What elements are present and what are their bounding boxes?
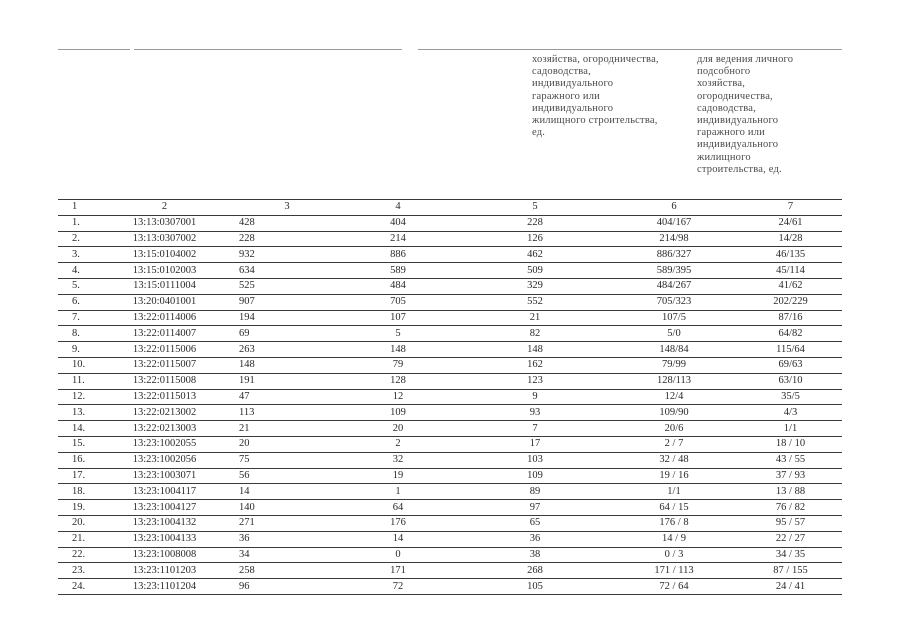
table-cell: 12. — [58, 389, 98, 405]
table-cell: 148/84 — [609, 342, 739, 358]
table-cell: 0 — [335, 547, 461, 563]
table-cell: 13:22:0115006 — [98, 342, 231, 358]
table-cell: 13:23:1002056 — [98, 452, 231, 468]
table-cell: 13:22:0115008 — [98, 373, 231, 389]
table-cell: 41/62 — [739, 278, 842, 294]
column-number-cell: 4 — [335, 200, 461, 216]
table-cell: 13:23:1004133 — [98, 531, 231, 547]
table-cell: 7. — [58, 310, 98, 326]
table-cell: 87 / 155 — [739, 563, 842, 579]
table-cell: 64/82 — [739, 326, 842, 342]
table-cell: 45/114 — [739, 263, 842, 279]
table-cell: 7 — [461, 421, 609, 437]
table-cell: 37 / 93 — [739, 468, 842, 484]
table-cell: 103 — [461, 452, 609, 468]
table-row — [58, 342, 842, 358]
header-rule — [58, 49, 130, 50]
table-cell: 194 — [231, 310, 335, 326]
table-cell: 109 — [335, 405, 461, 421]
table-cell: 4. — [58, 263, 98, 279]
table-cell: 140 — [231, 500, 335, 516]
table-cell: 2. — [58, 231, 98, 247]
table-cell: 23. — [58, 563, 98, 579]
table-cell: 24/61 — [739, 215, 842, 231]
table-cell: 484/267 — [609, 278, 739, 294]
table-cell: 176 — [335, 515, 461, 531]
table-cell: 8. — [58, 326, 98, 342]
table-cell: 20 — [231, 436, 335, 452]
column-number-cell: 7 — [739, 200, 842, 216]
table-cell: 705 — [335, 294, 461, 310]
table-cell: 109/90 — [609, 405, 739, 421]
table-cell: 3. — [58, 247, 98, 263]
table-cell: 13:23:1004117 — [98, 484, 231, 500]
table-row — [58, 263, 842, 279]
table-cell: 13:23:1004132 — [98, 515, 231, 531]
table-cell: 21. — [58, 531, 98, 547]
table-row — [58, 405, 842, 421]
column-number-cell: 1 — [58, 200, 98, 216]
table-cell: 36 — [231, 531, 335, 547]
table-cell: 886/327 — [609, 247, 739, 263]
table-cell: 5/0 — [609, 326, 739, 342]
table-cell: 0 / 3 — [609, 547, 739, 563]
table-cell: 22. — [58, 547, 98, 563]
table-row — [58, 326, 842, 342]
table-cell: 552 — [461, 294, 609, 310]
table-cell: 13:22:0114006 — [98, 310, 231, 326]
table-cell: 69 — [231, 326, 335, 342]
table-cell: 64 / 15 — [609, 500, 739, 516]
table-cell: 13. — [58, 405, 98, 421]
table-cell: 14/28 — [739, 231, 842, 247]
table-cell: 72 / 64 — [609, 579, 739, 595]
table-cell: 13:15:0102003 — [98, 263, 231, 279]
table-row — [58, 231, 842, 247]
table-row — [58, 500, 842, 516]
table-row — [58, 563, 842, 579]
column-number-cell: 2 — [98, 200, 231, 216]
table-row — [58, 310, 842, 326]
table-cell: 148 — [231, 357, 335, 373]
table-cell: 14 — [335, 531, 461, 547]
table-row — [58, 278, 842, 294]
table-row — [58, 436, 842, 452]
table-cell: 176 / 8 — [609, 515, 739, 531]
table-row — [58, 515, 842, 531]
table-cell: 2 / 7 — [609, 436, 739, 452]
table-cell: 64 — [335, 500, 461, 516]
table-cell: 18. — [58, 484, 98, 500]
table-cell: 1/1 — [739, 421, 842, 437]
column-number-cell: 3 — [231, 200, 335, 216]
table-cell: 1. — [58, 215, 98, 231]
table-cell: 43 / 55 — [739, 452, 842, 468]
table-cell: 202/229 — [739, 294, 842, 310]
table-cell: 13:22:0213002 — [98, 405, 231, 421]
table-cell: 19. — [58, 500, 98, 516]
table-cell: 462 — [461, 247, 609, 263]
table-cell: 107/5 — [609, 310, 739, 326]
table-cell: 148 — [335, 342, 461, 358]
table-row — [58, 247, 842, 263]
table-cell: 19 — [335, 468, 461, 484]
table-cell: 18 / 10 — [739, 436, 842, 452]
table-cell: 263 — [231, 342, 335, 358]
table-cell: 634 — [231, 263, 335, 279]
table-cell: 46/135 — [739, 247, 842, 263]
table-cell: 12 — [335, 389, 461, 405]
table-cell: 13:22:0115007 — [98, 357, 231, 373]
table-cell: 17 — [461, 436, 609, 452]
table-row — [58, 357, 842, 373]
table-cell: 107 — [335, 310, 461, 326]
table-cell: 56 — [231, 468, 335, 484]
table-cell: 79/99 — [609, 357, 739, 373]
table-cell: 97 — [461, 500, 609, 516]
table-cell: 13:23:1101203 — [98, 563, 231, 579]
table-cell: 20/6 — [609, 421, 739, 437]
table-cell: 404/167 — [609, 215, 739, 231]
table-cell: 6. — [58, 294, 98, 310]
table-cell: 24 / 41 — [739, 579, 842, 595]
column-7-header: для ведения личного подсобного хозяйства, огородничества, садоводства, индивидуального гаражного или индивидуального жилищного строительства, ед. — [697, 54, 794, 175]
table-row — [58, 215, 842, 231]
table-cell: 16. — [58, 452, 98, 468]
table-cell: 22 / 27 — [739, 531, 842, 547]
table-row — [58, 373, 842, 389]
table-cell: 214/98 — [609, 231, 739, 247]
table-cell: 63/10 — [739, 373, 842, 389]
table-row — [58, 547, 842, 563]
table-cell: 93 — [461, 405, 609, 421]
table-row — [58, 389, 842, 405]
table-cell: 17. — [58, 468, 98, 484]
table-row — [58, 468, 842, 484]
column-6-header: хозяйства, огородничества, садоводства, индивидуального гаражного или индивидуального жилищного строительства, ед. — [532, 54, 659, 139]
table-row — [58, 421, 842, 437]
table-cell: 15. — [58, 436, 98, 452]
table-cell: 13:23:1101204 — [98, 579, 231, 595]
data-table — [58, 199, 842, 595]
table-row — [58, 294, 842, 310]
table-cell: 14 / 9 — [609, 531, 739, 547]
table-cell: 509 — [461, 263, 609, 279]
table-cell: 105 — [461, 579, 609, 595]
table-cell: 1 — [335, 484, 461, 500]
table-cell: 228 — [461, 215, 609, 231]
table-cell: 109 — [461, 468, 609, 484]
table-cell: 329 — [461, 278, 609, 294]
table-cell: 162 — [461, 357, 609, 373]
table-cell: 79 — [335, 357, 461, 373]
table-cell: 932 — [231, 247, 335, 263]
table-cell: 75 — [231, 452, 335, 468]
table-cell: 13:23:1002055 — [98, 436, 231, 452]
header-rule — [134, 49, 402, 50]
table-row — [58, 531, 842, 547]
table-cell: 19 / 16 — [609, 468, 739, 484]
table-cell: 14 — [231, 484, 335, 500]
table-cell: 525 — [231, 278, 335, 294]
table-cell: 12/4 — [609, 389, 739, 405]
table-cell: 34 / 35 — [739, 547, 842, 563]
table-cell: 128 — [335, 373, 461, 389]
table-cell: 14. — [58, 421, 98, 437]
table-cell: 34 — [231, 547, 335, 563]
table-cell: 128/113 — [609, 373, 739, 389]
table-row — [58, 484, 842, 500]
table-cell: 20 — [335, 421, 461, 437]
table-cell: 76 / 82 — [739, 500, 842, 516]
table-cell: 20. — [58, 515, 98, 531]
table-cell: 115/64 — [739, 342, 842, 358]
table-cell: 65 — [461, 515, 609, 531]
table-cell: 5. — [58, 278, 98, 294]
table-cell: 589/395 — [609, 263, 739, 279]
table-cell: 191 — [231, 373, 335, 389]
table-cell: 95 / 57 — [739, 515, 842, 531]
table-cell: 404 — [335, 215, 461, 231]
table-cell: 69/63 — [739, 357, 842, 373]
table-cell: 123 — [461, 373, 609, 389]
table-cell: 82 — [461, 326, 609, 342]
table-cell: 32 / 48 — [609, 452, 739, 468]
table-cell: 5 — [335, 326, 461, 342]
table-cell: 271 — [231, 515, 335, 531]
table-cell: 268 — [461, 563, 609, 579]
table-cell: 32 — [335, 452, 461, 468]
table-cell: 24. — [58, 579, 98, 595]
table-cell: 38 — [461, 547, 609, 563]
table-cell: 214 — [335, 231, 461, 247]
table-cell: 13:23:1003071 — [98, 468, 231, 484]
table-cell: 10. — [58, 357, 98, 373]
table-cell: 9. — [58, 342, 98, 358]
table-cell: 13:22:0114007 — [98, 326, 231, 342]
table-cell: 148 — [461, 342, 609, 358]
table-cell: 13:23:1008008 — [98, 547, 231, 563]
table-row — [58, 579, 842, 595]
table-cell: 13:15:0111004 — [98, 278, 231, 294]
table-cell: 13:13:0307001 — [98, 215, 231, 231]
column-number-cell: 6 — [609, 200, 739, 216]
table-cell: 72 — [335, 579, 461, 595]
header-rule — [418, 49, 842, 50]
table-cell: 13:13:0307002 — [98, 231, 231, 247]
table-cell: 1/1 — [609, 484, 739, 500]
table-cell: 35/5 — [739, 389, 842, 405]
table-cell: 13:15:0104002 — [98, 247, 231, 263]
table-cell: 886 — [335, 247, 461, 263]
table-cell: 258 — [231, 563, 335, 579]
table-cell: 89 — [461, 484, 609, 500]
table-cell: 484 — [335, 278, 461, 294]
table-cell: 126 — [461, 231, 609, 247]
table-cell: 171 / 113 — [609, 563, 739, 579]
table-cell: 13:23:1004127 — [98, 500, 231, 516]
table-cell: 87/16 — [739, 310, 842, 326]
table-cell: 13:22:0115013 — [98, 389, 231, 405]
table-cell: 13:20:0401001 — [98, 294, 231, 310]
table-cell: 47 — [231, 389, 335, 405]
column-number-row — [58, 200, 842, 216]
table-cell: 2 — [335, 436, 461, 452]
table-cell: 428 — [231, 215, 335, 231]
table-cell: 228 — [231, 231, 335, 247]
table-cell: 705/323 — [609, 294, 739, 310]
table-cell: 21 — [231, 421, 335, 437]
table-cell: 13 / 88 — [739, 484, 842, 500]
table-cell: 171 — [335, 563, 461, 579]
column-number-cell: 5 — [461, 200, 609, 216]
table-cell: 4/3 — [739, 405, 842, 421]
table-cell: 36 — [461, 531, 609, 547]
table-cell: 589 — [335, 263, 461, 279]
table-cell: 21 — [461, 310, 609, 326]
table-cell: 11. — [58, 373, 98, 389]
table-cell: 9 — [461, 389, 609, 405]
table-cell: 907 — [231, 294, 335, 310]
table-cell: 96 — [231, 579, 335, 595]
table-row — [58, 452, 842, 468]
table-cell: 13:22:0213003 — [98, 421, 231, 437]
table-cell: 113 — [231, 405, 335, 421]
